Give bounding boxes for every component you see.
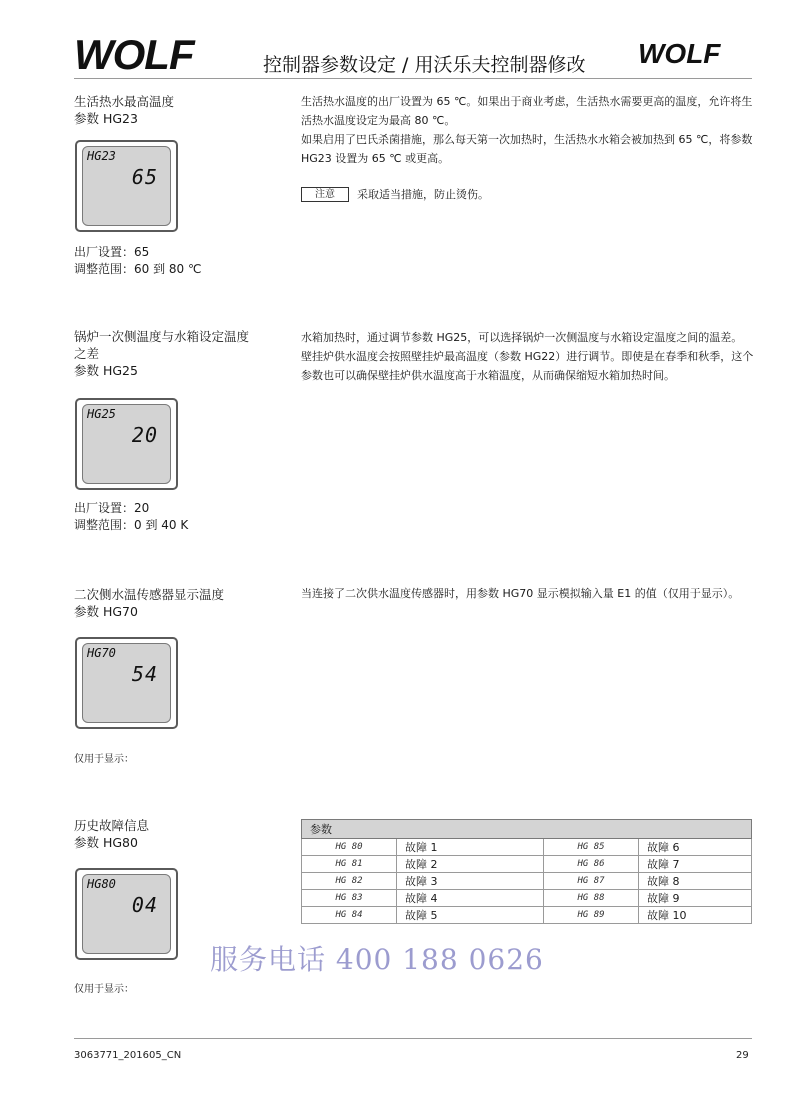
lcd-value: 65 bbox=[131, 165, 158, 189]
lcd-display-hg23 bbox=[75, 140, 178, 232]
lcd-screen bbox=[82, 404, 171, 484]
param-code: HG 82 bbox=[302, 873, 397, 890]
note-label: 注意 bbox=[301, 187, 349, 202]
table-row bbox=[302, 873, 752, 890]
fault-label: 故障 6 bbox=[639, 839, 752, 856]
section-param-line: 参数 HG23 bbox=[74, 111, 138, 126]
table-row bbox=[302, 839, 752, 856]
fault-label: 故障 9 bbox=[639, 890, 752, 907]
lcd-code: HG70 bbox=[87, 646, 116, 660]
section-title-line: 生活热水最高温度 bbox=[74, 94, 175, 109]
fault-history-table bbox=[301, 819, 752, 924]
lcd-value: 04 bbox=[131, 893, 158, 917]
header-divider bbox=[74, 78, 752, 79]
lcd-display-hg70 bbox=[75, 637, 178, 729]
page-title: 控制器参数设定 / 用沃乐夫控制器修改 bbox=[263, 54, 586, 76]
param-code: HG 89 bbox=[544, 907, 639, 924]
fault-label: 故障 4 bbox=[397, 890, 544, 907]
table-row bbox=[302, 856, 752, 873]
param-code: HG 81 bbox=[302, 856, 397, 873]
lcd-screen bbox=[82, 146, 171, 226]
section-hg25-settings bbox=[74, 500, 188, 534]
document-code: 3063771_201605_CN bbox=[74, 1050, 182, 1061]
fault-label: 故障 5 bbox=[397, 907, 544, 924]
wolf-logo-overlay: WOLF bbox=[638, 38, 721, 69]
section-hg70-body bbox=[301, 584, 756, 603]
lcd-value: 54 bbox=[131, 662, 158, 686]
table-header: 参数 bbox=[302, 820, 752, 839]
param-code: HG 84 bbox=[302, 907, 397, 924]
lcd-code: HG25 bbox=[87, 407, 116, 421]
page-number: 29 bbox=[736, 1050, 749, 1061]
adjust-range: 调整范围：60 到 80 ℃ bbox=[74, 262, 202, 276]
param-code: HG 85 bbox=[544, 839, 639, 856]
note-text: 采取适当措施，防止烫伤。 bbox=[357, 188, 489, 201]
body-paragraph: 生活热水温度的出厂设置为 65 ℃。如果出于商业考虑，生活热水需要更高的温度，允许将生活热水温度设定为最高 80 ℃。 bbox=[301, 95, 753, 127]
footer-divider bbox=[74, 1038, 752, 1039]
fault-label: 故障 8 bbox=[639, 873, 752, 890]
body-paragraph: 壁挂炉供水温度会按照壁挂炉最高温度（参数 HG22）进行调节。即使是在春季和秋季，这个参数也可以确保壁挂炉供水温度高于水箱温度，从而确保缩短水箱加热时间。 bbox=[301, 350, 754, 382]
section-hg70-title bbox=[74, 586, 224, 620]
display-only-note: 仅用于显示： bbox=[74, 984, 134, 995]
section-param-line: 参数 HG80 bbox=[74, 835, 138, 850]
body-paragraph: 当连接了二次供水温度传感器时，用参数 HG70 显示模拟输入量 E1 的值（仅用于显示）。 bbox=[301, 587, 740, 600]
param-code: HG 83 bbox=[302, 890, 397, 907]
section-title-line: 之差 bbox=[74, 346, 100, 361]
fault-label: 故障 7 bbox=[639, 856, 752, 873]
section-title-line: 二次侧水温传感器显示温度 bbox=[74, 587, 225, 602]
section-param-line: 参数 HG25 bbox=[74, 363, 138, 378]
section-hg25-title bbox=[74, 328, 249, 379]
param-code: HG 88 bbox=[544, 890, 639, 907]
service-phone-watermark: 服务电话 400 188 0626 bbox=[210, 943, 544, 976]
body-paragraph: 如果启用了巴氏杀菌措施，那么每天第一次加热时，生活热水水箱会被加热到 65 ℃，将参数 HG23 设置为 65 ℃ 或更高。 bbox=[301, 133, 753, 165]
factory-setting: 出厂设置：65 bbox=[74, 245, 150, 259]
fault-label: 故障 3 bbox=[397, 873, 544, 890]
fault-label: 故障 1 bbox=[397, 839, 544, 856]
lcd-code: HG23 bbox=[87, 149, 116, 163]
body-paragraph: 水箱加热时，通过调节参数 HG25，可以选择锅炉一次侧温度与水箱设定温度之间的温差。 bbox=[301, 331, 743, 344]
param-code: HG 86 bbox=[544, 856, 639, 873]
section-hg80-title bbox=[74, 817, 149, 851]
factory-setting: 出厂设置：20 bbox=[74, 501, 150, 515]
fault-label: 故障 2 bbox=[397, 856, 544, 873]
section-hg25-body bbox=[301, 328, 756, 385]
lcd-code: HG80 bbox=[87, 877, 116, 891]
section-title-line: 锅炉一次侧温度与水箱设定温度 bbox=[74, 329, 250, 344]
lcd-display-hg80 bbox=[75, 868, 178, 960]
fault-label: 故障 10 bbox=[639, 907, 752, 924]
adjust-range: 调整范围：0 到 40 K bbox=[74, 518, 189, 532]
section-title-line: 历史故障信息 bbox=[74, 818, 150, 833]
param-code: HG 80 bbox=[302, 839, 397, 856]
table-row bbox=[302, 890, 752, 907]
param-code: HG 87 bbox=[544, 873, 639, 890]
wolf-logo: WOLF bbox=[74, 31, 194, 78]
lcd-display-hg25 bbox=[75, 398, 178, 490]
table-row bbox=[302, 907, 752, 924]
section-hg23-settings bbox=[74, 244, 201, 278]
lcd-screen bbox=[82, 874, 171, 954]
section-hg23-title bbox=[74, 93, 174, 127]
section-param-line: 参数 HG70 bbox=[74, 604, 138, 619]
table-header-row bbox=[302, 820, 752, 839]
display-only-note: 仅用于显示： bbox=[74, 754, 134, 765]
section-hg23-body bbox=[301, 92, 756, 168]
lcd-value: 20 bbox=[131, 423, 158, 447]
lcd-screen bbox=[82, 643, 171, 723]
